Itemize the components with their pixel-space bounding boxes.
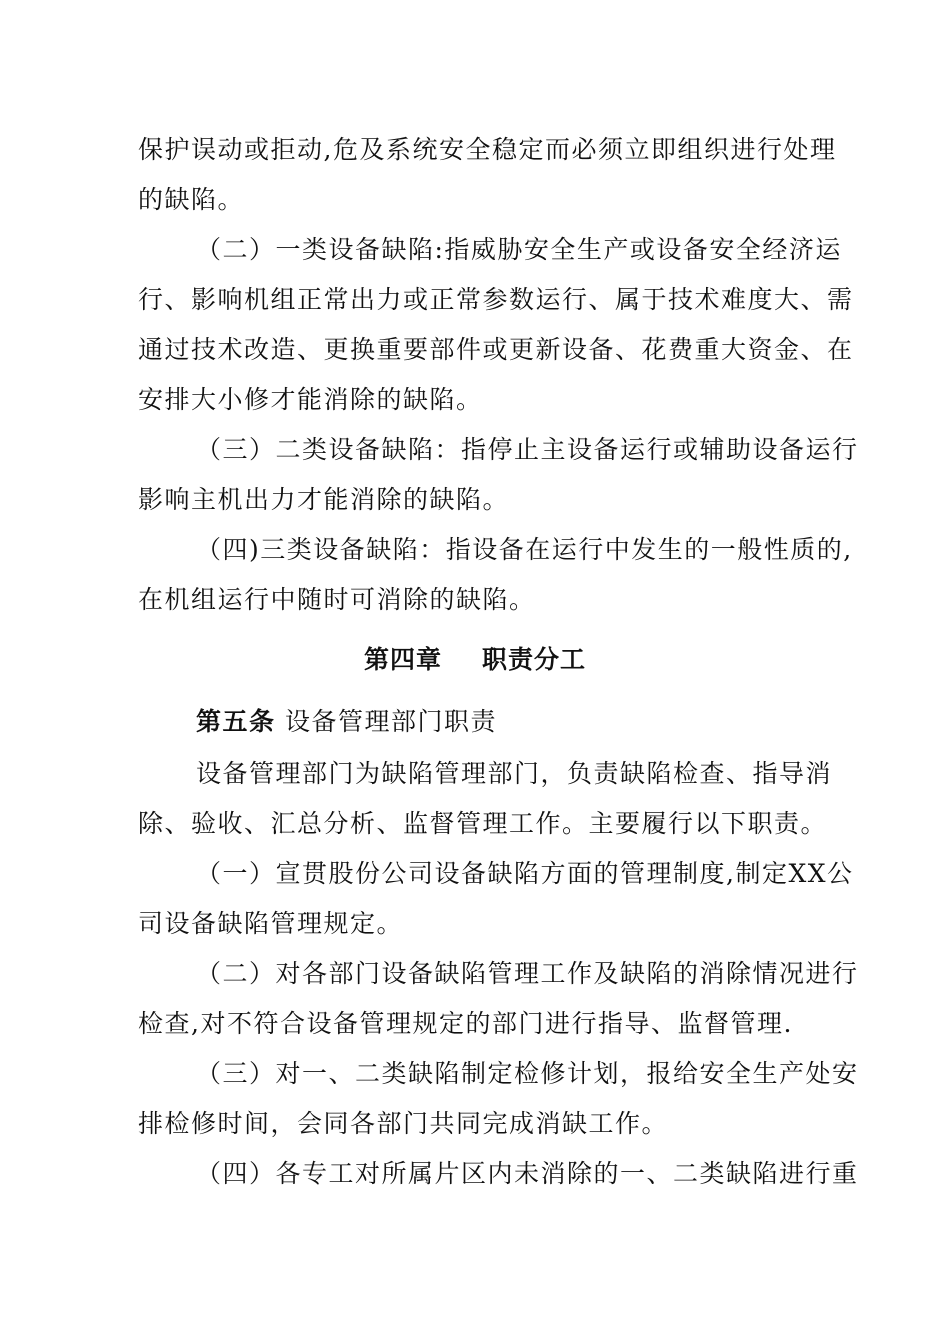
- paragraph-line: 的缺陷。: [138, 185, 245, 214]
- chapter-number: 第四章: [363, 645, 442, 674]
- paragraph-line: 检查,对不符合设备管理规定的部门进行指导、监督管理.: [138, 1009, 793, 1038]
- paragraph-line: （二）对各部门设备缺陷管理工作及缺陷的消除情况进行: [196, 959, 859, 988]
- paragraph-line: （三）二类设备缺陷：指停止主设备运行或辅助设备运行: [196, 435, 859, 464]
- paragraph-line: （四)三类设备缺陷：指设备在运行中发生的一般性质的,: [196, 535, 853, 564]
- paragraph-line: 除、验收、汇总分析、监督管理工作。主要履行以下职责。: [138, 809, 828, 838]
- article-number: 第五条: [196, 707, 276, 736]
- paragraph-line: 影响主机出力才能消除的缺陷。: [138, 485, 510, 514]
- paragraph-line: 司设备缺陷管理规定。: [138, 909, 404, 938]
- paragraph-line: 通过技术改造、更换重要部件或更新设备、花费重大资金、在: [138, 335, 854, 364]
- paragraph-line: 在机组运行中随时可消除的缺陷。: [138, 585, 536, 614]
- paragraph-line: （一）宣贯股份公司设备缺陷方面的管理制度,制定XX公: [196, 859, 854, 888]
- paragraph-line: （二）一类设备缺陷:指威胁安全生产或设备安全经济运: [196, 235, 842, 264]
- article-subtitle: 设备管理部门职责: [284, 707, 497, 736]
- chapter-heading: [0, 644, 950, 676]
- article-heading: [196, 706, 497, 738]
- paragraph-line: （三）对一、二类缺陷制定检修计划，报给安全生产处安: [196, 1059, 859, 1088]
- paragraph-line: 安排大小修才能消除的缺陷。: [138, 385, 483, 414]
- paragraph-line: 排检修时间，会同各部门共同完成消缺工作。: [138, 1109, 669, 1138]
- paragraph-line: 行、影响机组正常出力或正常参数运行、属于技术难度大、需: [138, 285, 854, 314]
- paragraph-line: 设备管理部门为缺陷管理部门，负责缺陷检查、指导消: [196, 759, 833, 788]
- paragraph-line: 保护误动或拒动,危及系统安全稳定而必须立即组织进行处理: [138, 135, 837, 164]
- paragraph-line: （四）各专工对所属片区内未消除的一、二类缺陷进行重: [196, 1159, 859, 1188]
- chapter-title: 职责分工: [482, 645, 587, 674]
